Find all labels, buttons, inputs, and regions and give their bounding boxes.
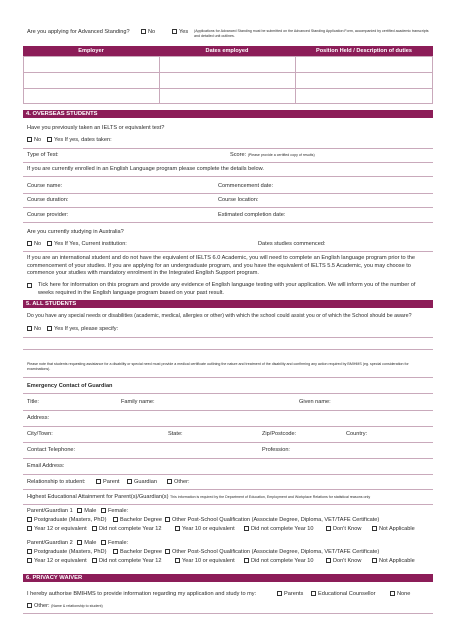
score-note: (Please provide a certified copy of results)	[247, 153, 315, 157]
checkbox[interactable]	[101, 508, 106, 513]
privacy-other-option[interactable]: Other: (Name & relationship to student)	[27, 603, 103, 610]
guardian2-postgrad-option[interactable]: Postgraduate (Masters, PhD)	[27, 549, 106, 556]
dates-commenced-field[interactable]: Dates studies commenced:	[258, 241, 326, 247]
checkbox[interactable]	[244, 526, 249, 531]
guardian1-dont-know-option[interactable]: Don't Know	[326, 526, 361, 533]
employer-header: Employer	[78, 47, 104, 54]
course-name-field[interactable]: Course name:	[27, 183, 63, 189]
checkbox[interactable]	[96, 479, 101, 484]
dates-header: Dates employed	[205, 47, 249, 54]
checkbox[interactable]	[27, 603, 32, 608]
privacy-counsellor-option[interactable]: Educational Counsellor	[311, 591, 376, 598]
attainment-note: This information is required by the Department of Education, Employment and Workplace Relations for statistical reasons only	[170, 495, 371, 499]
course-location-field[interactable]: Course location:	[218, 197, 259, 203]
disability-note: Please note that students requesting assistance for a disability or special need must provide a medical certificate outlining the nature and treatment of the disability and confirming any action required by BMIHMS (eg. special consideration for examinations).	[27, 362, 409, 371]
guardian2-not-year12-option[interactable]: Did not complete Year 12	[92, 558, 162, 565]
checkbox[interactable]	[172, 29, 177, 34]
given-name-field[interactable]: Given name:	[299, 399, 331, 405]
guardian1-postgrad-option[interactable]: Postgraduate (Masters, PhD)	[27, 517, 106, 524]
emergency-contact-title: Emergency Contact of Guardian	[27, 383, 113, 389]
course-duration-field[interactable]: Course duration:	[27, 197, 69, 203]
checkbox[interactable]	[175, 526, 180, 531]
checkbox[interactable]	[77, 508, 82, 513]
australia-yes-option[interactable]: Yes If Yes, Current institution:	[47, 241, 127, 248]
profession-field[interactable]: Profession:	[262, 447, 290, 453]
guardian1-other-post-option[interactable]: Other Post-School Qualification (Associate Degree, Diploma, VET/TAFE Certificate)	[165, 517, 379, 524]
guardian2-year12-option[interactable]: Year 12 or equivalent	[27, 558, 87, 565]
guardian1-not-applicable-option[interactable]: Not Applicable	[372, 526, 415, 533]
special-needs-question: Do you have any special needs or disabilities (academic, medical, allergies or other) with which the school could assist you or of which the School should be aware?	[27, 313, 412, 319]
address-field[interactable]: Address:	[27, 415, 50, 421]
guardian1-year12-option[interactable]: Year 12 or equivalent	[27, 526, 87, 533]
checkbox[interactable]	[77, 540, 82, 545]
checkbox[interactable]	[372, 558, 377, 563]
standing-note: (Applications for Advanced Standing must be submitted on the Advanced Standing Application Form, accompanied by certified academic transcripts and detailed unit outlines.	[194, 29, 429, 38]
guardian1-not-year12-option[interactable]: Did not complete Year 12	[92, 526, 162, 533]
attainment-heading: Highest Educational Attainment for Parent(s)/Guardian(s) This information is required by the Department of Education, Employment and Workplace Relations for statistical reasons only	[27, 494, 371, 500]
email-field[interactable]: Email Address:	[27, 463, 65, 469]
family-name-field[interactable]: Family name:	[121, 399, 155, 405]
guardian2-bachelor-option[interactable]: Bachelor Degree	[113, 549, 162, 556]
english-support-tick[interactable]: Tick here for information on this program and provide any evidence of English language testing with your application. We will inform you of the number of weeks required in the English language program based on your past result.	[27, 282, 431, 297]
overseas-section-title: 4. OVERSEAS STUDENTS	[23, 110, 433, 118]
checkbox[interactable]	[326, 526, 331, 531]
checkbox[interactable]	[390, 591, 395, 596]
checkbox[interactable]	[47, 326, 52, 331]
all-students-section-title: 5. ALL STUDENTS	[23, 300, 433, 308]
relationship-other-option[interactable]: Other:	[167, 479, 190, 486]
privacy-other-note: (Name & relationship to student)	[51, 604, 103, 608]
employment-table-body[interactable]	[23, 56, 433, 104]
type-of-test-label: Type of Test:	[27, 152, 59, 158]
checkbox[interactable]	[92, 526, 97, 531]
checkbox[interactable]	[127, 479, 132, 484]
checkbox[interactable]	[27, 517, 32, 522]
checkbox[interactable]	[27, 241, 32, 246]
australia-no-option[interactable]: No	[27, 241, 41, 248]
city-field[interactable]: City/Town:	[27, 431, 53, 437]
checkbox[interactable]	[47, 137, 52, 142]
checkbox[interactable]	[165, 517, 170, 522]
guardian2-dont-know-option[interactable]: Don't Know	[326, 558, 361, 565]
guardian1-not-year10-option[interactable]: Did not complete Year 10	[244, 526, 314, 533]
guardian2-not-year10-option[interactable]: Did not complete Year 10	[244, 558, 314, 565]
checkbox[interactable]	[372, 526, 377, 531]
relationship-parent-option[interactable]: Parent	[96, 479, 119, 486]
completion-date-field[interactable]: Estimated completion date:	[218, 212, 286, 218]
checkbox[interactable]	[27, 326, 32, 331]
privacy-parents-option[interactable]: Parents	[277, 591, 303, 598]
position-header: Position Held / Description of duties	[315, 47, 413, 54]
zip-field[interactable]: Zip/Postcode:	[262, 431, 297, 437]
checkbox[interactable]	[277, 591, 282, 596]
relationship-label: Relationship to student:	[27, 479, 86, 485]
checkbox[interactable]	[27, 283, 32, 288]
checkbox[interactable]	[311, 591, 316, 596]
needs-yes-option[interactable]: Yes If yes, please specify:	[47, 326, 118, 333]
state-field[interactable]: State:	[168, 431, 183, 437]
checkbox[interactable]	[27, 558, 32, 563]
australia-question: Are you currently studying in Australia?	[27, 229, 124, 235]
guardian2-row: Parent/Guardian 2 Male Female:	[27, 540, 129, 546]
checkbox[interactable]	[167, 479, 172, 484]
checkbox[interactable]	[175, 558, 180, 563]
standing-no-option[interactable]: No	[141, 29, 155, 36]
guardian2-other-post-option[interactable]: Other Post-School Qualification (Associate Degree, Diploma, VET/TAFE Certificate)	[165, 549, 379, 556]
advanced-standing-question: Are you applying for Advanced Standing?	[27, 29, 130, 35]
country-field[interactable]: Country:	[346, 431, 368, 437]
relationship-guardian-option[interactable]: Guardian	[127, 479, 157, 486]
privacy-section-title: 6. PRIVACY WAIVER	[23, 574, 433, 582]
checkbox[interactable]	[92, 558, 97, 563]
commencement-date-field[interactable]: Commencement date:	[218, 183, 274, 189]
score-label: Score: (Please provide a certified copy of results)	[230, 152, 315, 158]
employment-table-header	[23, 46, 433, 56]
checkbox[interactable]	[165, 549, 170, 554]
privacy-none-option[interactable]: None	[390, 591, 410, 598]
english-program-intro: If you are currently enrolled in an English Language program please complete the details below.	[27, 166, 264, 172]
ielts-no-option[interactable]: No	[27, 137, 41, 144]
ielts-question: Have you previously taken an IELTS or equivalent test?	[27, 125, 165, 131]
checkbox[interactable]	[27, 137, 32, 142]
guardian2-year10-option[interactable]: Year 10 or equivalent	[175, 558, 235, 565]
guardian1-row: Parent/Guardian 1 Male Female:	[27, 508, 129, 514]
checkbox[interactable]	[47, 241, 52, 246]
telephone-field[interactable]: Contact Telephone:	[27, 447, 76, 453]
guardian2-not-applicable-option[interactable]: Not Applicable	[372, 558, 415, 565]
checkbox[interactable]	[27, 526, 32, 531]
checkbox[interactable]	[141, 29, 146, 34]
checkbox[interactable]	[27, 549, 32, 554]
guardian1-bachelor-option[interactable]: Bachelor Degree	[113, 517, 162, 524]
standing-yes-option[interactable]: Yes	[172, 29, 188, 36]
course-provider-field[interactable]: Course provider:	[27, 212, 69, 218]
guardian1-year10-option[interactable]: Year 10 or equivalent	[175, 526, 235, 533]
title-field[interactable]: Title:	[27, 399, 39, 405]
checkbox[interactable]	[113, 549, 118, 554]
checkbox[interactable]	[244, 558, 249, 563]
ielts-yes-option[interactable]: Yes If yes, dates taken:	[47, 137, 112, 144]
international-student-paragraph: If you are an international student and do not have the equivalent of IELTS 6.0 Academic, you will need to complete an English language program prior to the commencement of your studies. If you are applying for an undergraduate program, and you have the equivalent of IELTS 5.5 Academic, you may choose to commence your studies with mandatory enrolment in the Integrated English Support program.	[27, 255, 415, 277]
needs-no-option[interactable]: No	[27, 326, 41, 333]
privacy-authorise-text: I hereby authorise BMIHMS to provide information regarding my application and study to my:	[27, 591, 257, 597]
checkbox[interactable]	[101, 540, 106, 545]
checkbox[interactable]	[113, 517, 118, 522]
checkbox[interactable]	[326, 558, 331, 563]
